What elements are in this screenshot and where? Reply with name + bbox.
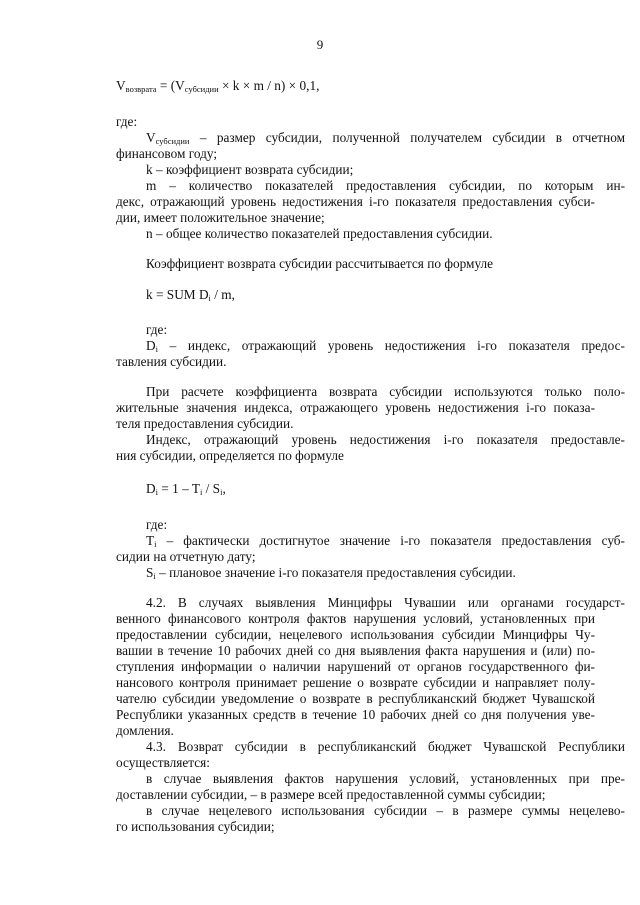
def-k: k – коэффициент возврата субсидии; (146, 162, 354, 177)
def-d-line-1: $D_i$ – индекс, отражающий уровень недостижения i-го показателя предос- (146, 338, 625, 354)
def-m-line-3: дии, имеет положительное значение; (116, 210, 325, 225)
para-positive-line-2: жительные значения индекса, отражающего уровень недостижения i-го показа- (116, 400, 595, 415)
para-case2-line-2: го использования субсидии; (116, 819, 275, 834)
para-case1-line-1: в случае выявления фактов нарушения условий, установленных при пре- (146, 771, 625, 786)
def-m-line-2: декс, отражающий уровень недостижения i-го показателя предоставления субси- (116, 194, 595, 209)
para-42-line-5: ступления информации о наличии нарушений от органов государственного фи- (116, 659, 595, 674)
para-42-line-1: 4.2. В случаях выявления Минцифры Чувашии или органами государст- (146, 595, 625, 610)
def-s: $S_i$ – плановое значение i-го показателя предоставления субсидии. (146, 565, 516, 581)
para-42-line-6: нансового контроля принимает решение о возврате субсидии и направляет полу- (116, 675, 595, 690)
def-v-line-2: финансовом году; (116, 146, 218, 161)
def-t-line-1: $T_i$ – фактически достигнутое значение i-го показателя предоставления суб- (146, 533, 625, 549)
para-positive-line-3: теля предоставления субсидии. (116, 416, 294, 431)
para-42-line-7: чателю субсидии уведомление о возврате в республиканский бюджет Чувашской (116, 691, 595, 706)
para-positive-line-1: При расчете коэффициента возврата субсидии используются только поло- (146, 384, 625, 399)
para-42-line-2: венного финансового контроля фактов нарушения условий, установленных при (116, 611, 595, 626)
formula-v-return: $V_{возврата} = (V_{субсидии} \times k \times m / n) \times 0,1$, (116, 78, 320, 94)
para-index-line-2: ния субсидии, определяется по формуле (116, 448, 344, 463)
def-t-line-2: сидии на отчетную дату; (116, 549, 256, 564)
formula-k: k = SUM $D_i$ / m, (146, 287, 235, 303)
para-42-line-3: предоставлении субсидии, нецелевого использования субсидии Минцифры Чу- (116, 627, 595, 642)
def-v-line-1: $V_{субсидии}$ – размер субсидии, полученной получателем субсидии в отчетном (146, 130, 625, 146)
para-42-line-8: Республики указанных средств в течение 10 рабочих дней со дня получения уве- (116, 707, 595, 722)
def-d-line-2: тавления субсидии. (116, 354, 227, 369)
formula-d: $D_i = 1 - T_i / S_i$, (146, 481, 226, 497)
def-n: n – общее количество показателей предоставления субсидии. (146, 226, 493, 241)
para-case2-line-1: в случае нецелевого использования субсидии – в размере суммы нецелево- (146, 803, 625, 818)
page-number: 9 (316, 37, 324, 52)
def-m-line-1: m – количество показателей предоставления субсидии, по которым ин- (146, 178, 625, 193)
para-43-line-1: 4.3. Возврат субсидии в республиканский бюджет Чувашской Республики (146, 739, 625, 754)
where-label: где: (146, 517, 168, 532)
para-case1-line-2: доставлении субсидии, – в размере всей предоставленной суммы субсидии; (116, 787, 546, 802)
where-label: где: (116, 114, 138, 129)
where-label: где: (146, 322, 168, 337)
coef-intro: Коэффициент возврата субсидии рассчитывается по формуле (146, 256, 494, 271)
para-43-line-2: осуществляется: (116, 755, 210, 770)
para-42-line-4: вашии в течение 10 рабочих дней со дня выявления факта нарушения и (или) по- (116, 643, 595, 658)
para-index-line-1: Индекс, отражающий уровень недостижения i-го показателя предоставле- (146, 432, 625, 447)
para-42-line-9: домления. (116, 723, 174, 738)
